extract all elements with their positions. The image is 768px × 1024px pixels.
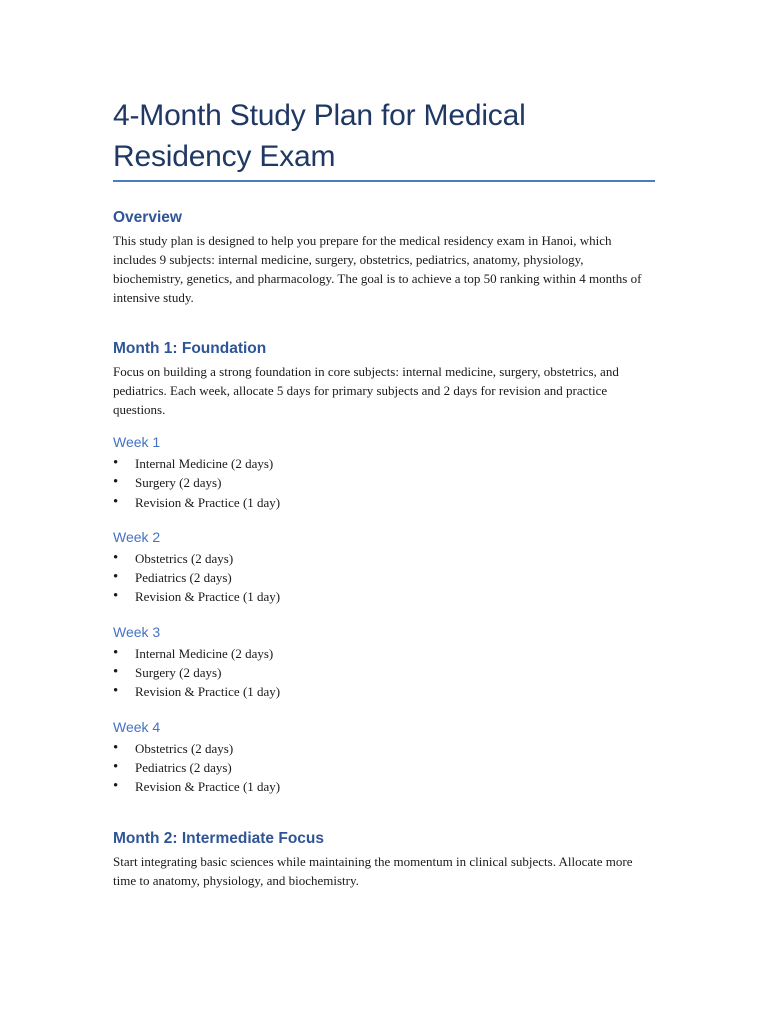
list-item: • Surgery (2 days) [113, 473, 655, 492]
list-item: • Obstetrics (2 days) [113, 549, 655, 568]
week1-heading: Week 1 [113, 434, 161, 450]
list-item: • Revision & Practice (1 day) [113, 493, 655, 512]
month1-paragraph: Focus on building a strong foundation in core subjects: internal medicine, surgery, obstetrics, and pediatrics. Each week, allocate 5 days for primary subjects and 2 days for revision and practice questions. [113, 364, 619, 417]
list-item: • Internal Medicine (2 days) [113, 454, 655, 473]
document-page [113, 95, 655, 890]
list-item: • Internal Medicine (2 days) [113, 644, 655, 663]
week3-list [113, 644, 655, 702]
list-item: • Pediatrics (2 days) [113, 758, 655, 777]
month2-paragraph: Start integrating basic sciences while maintaining the momentum in clinical subjects. Allocate more time to anatomy, physiology, and biochemistry. [113, 853, 633, 888]
week1-list [113, 454, 655, 512]
week2-heading: Week 2 [113, 528, 161, 545]
week3-heading: Week 3 [113, 623, 161, 640]
list-item: • Surgery (2 days) [113, 663, 655, 682]
month1-heading: Month 1: Foundation [113, 340, 267, 357]
list-item: • Revision & Practice (1 day) [113, 682, 655, 701]
overview-paragraph: This study plan is designed to help you prepare for the medical residency exam in Hanoi, which includes 9 subjects: internal medicine, surgery, obstetrics, pediatrics, anatomy, physiology, biochemistry, genetics, and pharmacology. The goal is to achieve a top 50 ranking within 4 months of intensive study. [113, 233, 642, 305]
week4-list [113, 739, 655, 797]
overview-heading: Overview [113, 209, 182, 226]
list-item: • Pediatrics (2 days) [113, 568, 655, 587]
title-divider [113, 180, 655, 182]
month2-heading: Month 2: Intermediate Focus [113, 829, 324, 847]
week4-heading: Week 4 [113, 718, 161, 735]
list-item: • Revision & Practice (1 day) [113, 777, 655, 796]
week2-list [113, 549, 655, 607]
list-item: • Revision & Practice (1 day) [113, 587, 655, 606]
list-item: • Obstetrics (2 days) [113, 739, 655, 758]
document-title: 4-Month Study Plan for Medical Residency Exam [113, 99, 526, 173]
